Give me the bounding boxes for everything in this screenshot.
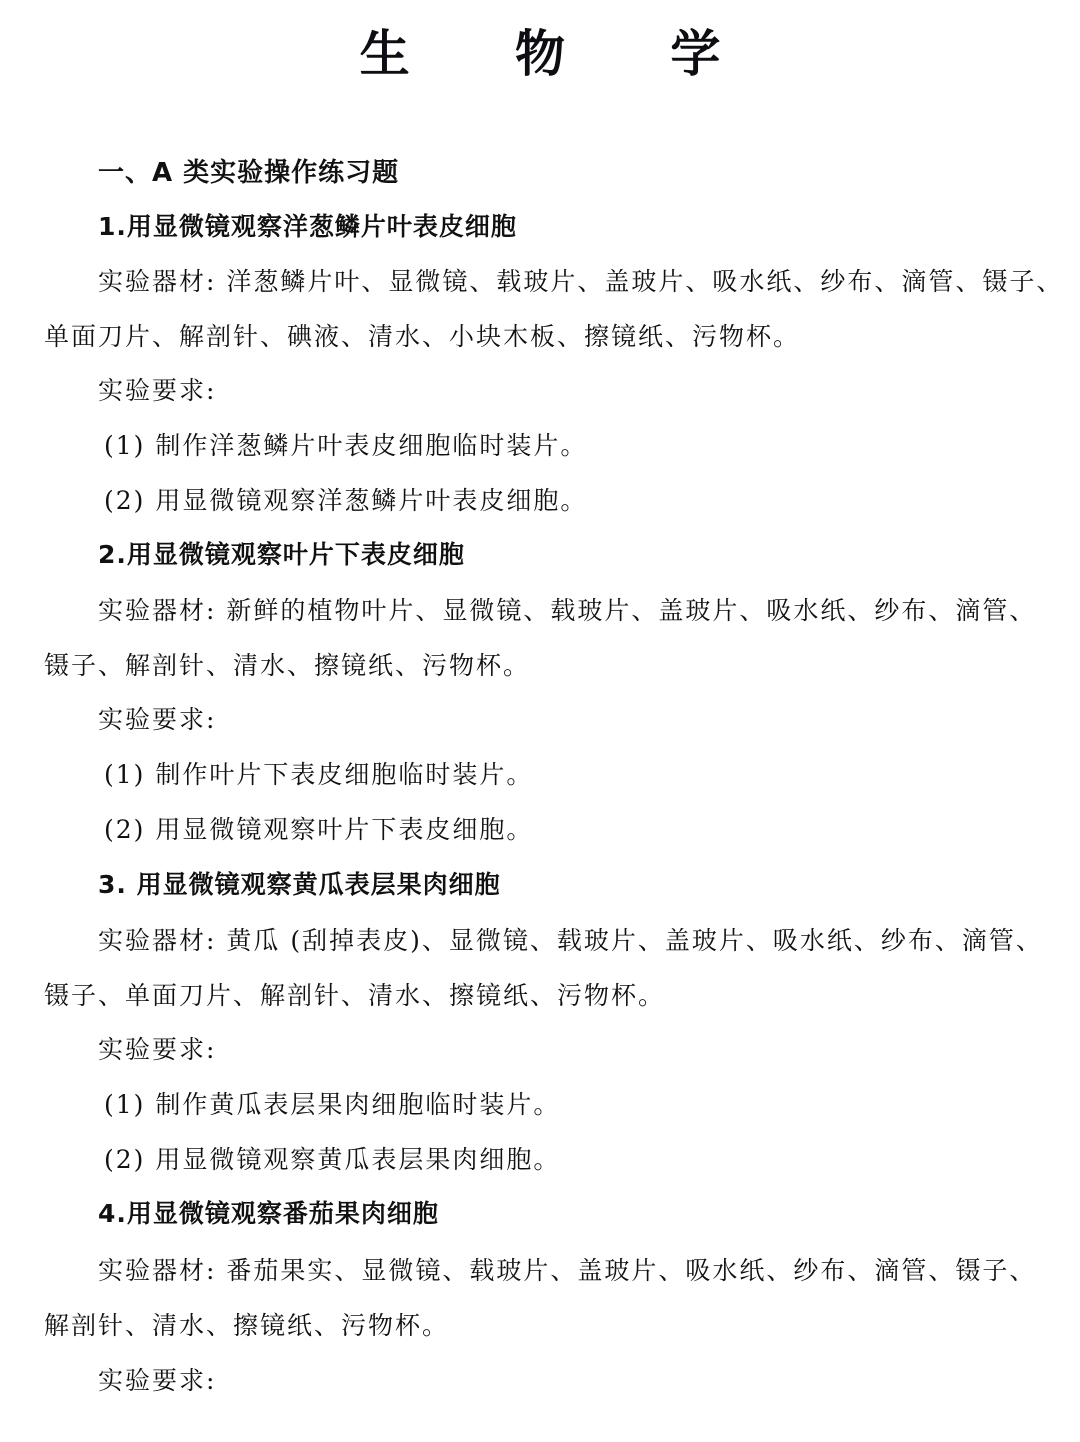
experiment-1-materials-line2: 单面刀片、解剖针、碘液、清水、小块木板、擦镜纸、污物杯。 <box>44 322 801 351</box>
experiment-3-requirement-1: (1) 制作黄瓜表层果肉细胞临时装片。 <box>104 1090 561 1119</box>
section-heading: 一、A 类实验操作练习题 <box>98 158 400 188</box>
experiment-3-materials-line1: 实验器材: 黄瓜 (刮掉表皮)、显微镜、载玻片、盖玻片、吸水纸、纱布、滴管、 <box>98 926 1043 955</box>
experiment-3-heading: 3. 用显微镜观察黄瓜表层果肉细胞 <box>98 870 501 899</box>
experiment-4-materials-line1: 实验器材: 番茄果实、显微镜、载玻片、盖玻片、吸水纸、纱布、滴管、镊子、 <box>98 1256 1037 1285</box>
experiment-3-materials-line2: 镊子、单面刀片、解剖针、清水、擦镜纸、污物杯。 <box>44 981 666 1010</box>
experiment-2-heading: 2.用显微镜观察叶片下表皮细胞 <box>98 540 465 569</box>
experiment-4-heading: 4.用显微镜观察番茄果肉细胞 <box>98 1199 439 1228</box>
experiment-2-requirements-label: 实验要求: <box>98 705 217 734</box>
experiment-1-materials-line1: 实验器材: 洋葱鳞片叶、显微镜、载玻片、盖玻片、吸水纸、纱布、滴管、镊子、 <box>98 267 1064 296</box>
experiment-3-requirements-label: 实验要求: <box>98 1035 217 1064</box>
experiment-2-materials-line2: 镊子、解剖针、清水、擦镜纸、污物杯。 <box>44 651 531 680</box>
experiment-4-materials-line2: 解剖针、清水、擦镜纸、污物杯。 <box>44 1311 450 1340</box>
experiment-2-materials-line1: 实验器材: 新鲜的植物叶片、显微镜、载玻片、盖玻片、吸水纸、纱布、滴管、 <box>98 596 1037 625</box>
experiment-2-requirement-1: (1) 制作叶片下表皮细胞临时装片。 <box>104 760 534 789</box>
experiment-4-requirements-label: 实验要求: <box>98 1366 217 1395</box>
experiment-1-heading: 1.用显微镜观察洋葱鳞片叶表皮细胞 <box>98 212 517 241</box>
experiment-2-requirement-2: (2) 用显微镜观察叶片下表皮细胞。 <box>104 815 534 844</box>
experiment-1-requirement-1: (1) 制作洋葱鳞片叶表皮细胞临时装片。 <box>104 431 588 460</box>
experiment-1-requirements-label: 实验要求: <box>98 376 217 405</box>
experiment-1-requirement-2: (2) 用显微镜观察洋葱鳞片叶表皮细胞。 <box>104 486 588 515</box>
experiment-3-requirement-2: (2) 用显微镜观察黄瓜表层果肉细胞。 <box>104 1145 561 1174</box>
page-title: 生 物 学 <box>359 25 765 83</box>
